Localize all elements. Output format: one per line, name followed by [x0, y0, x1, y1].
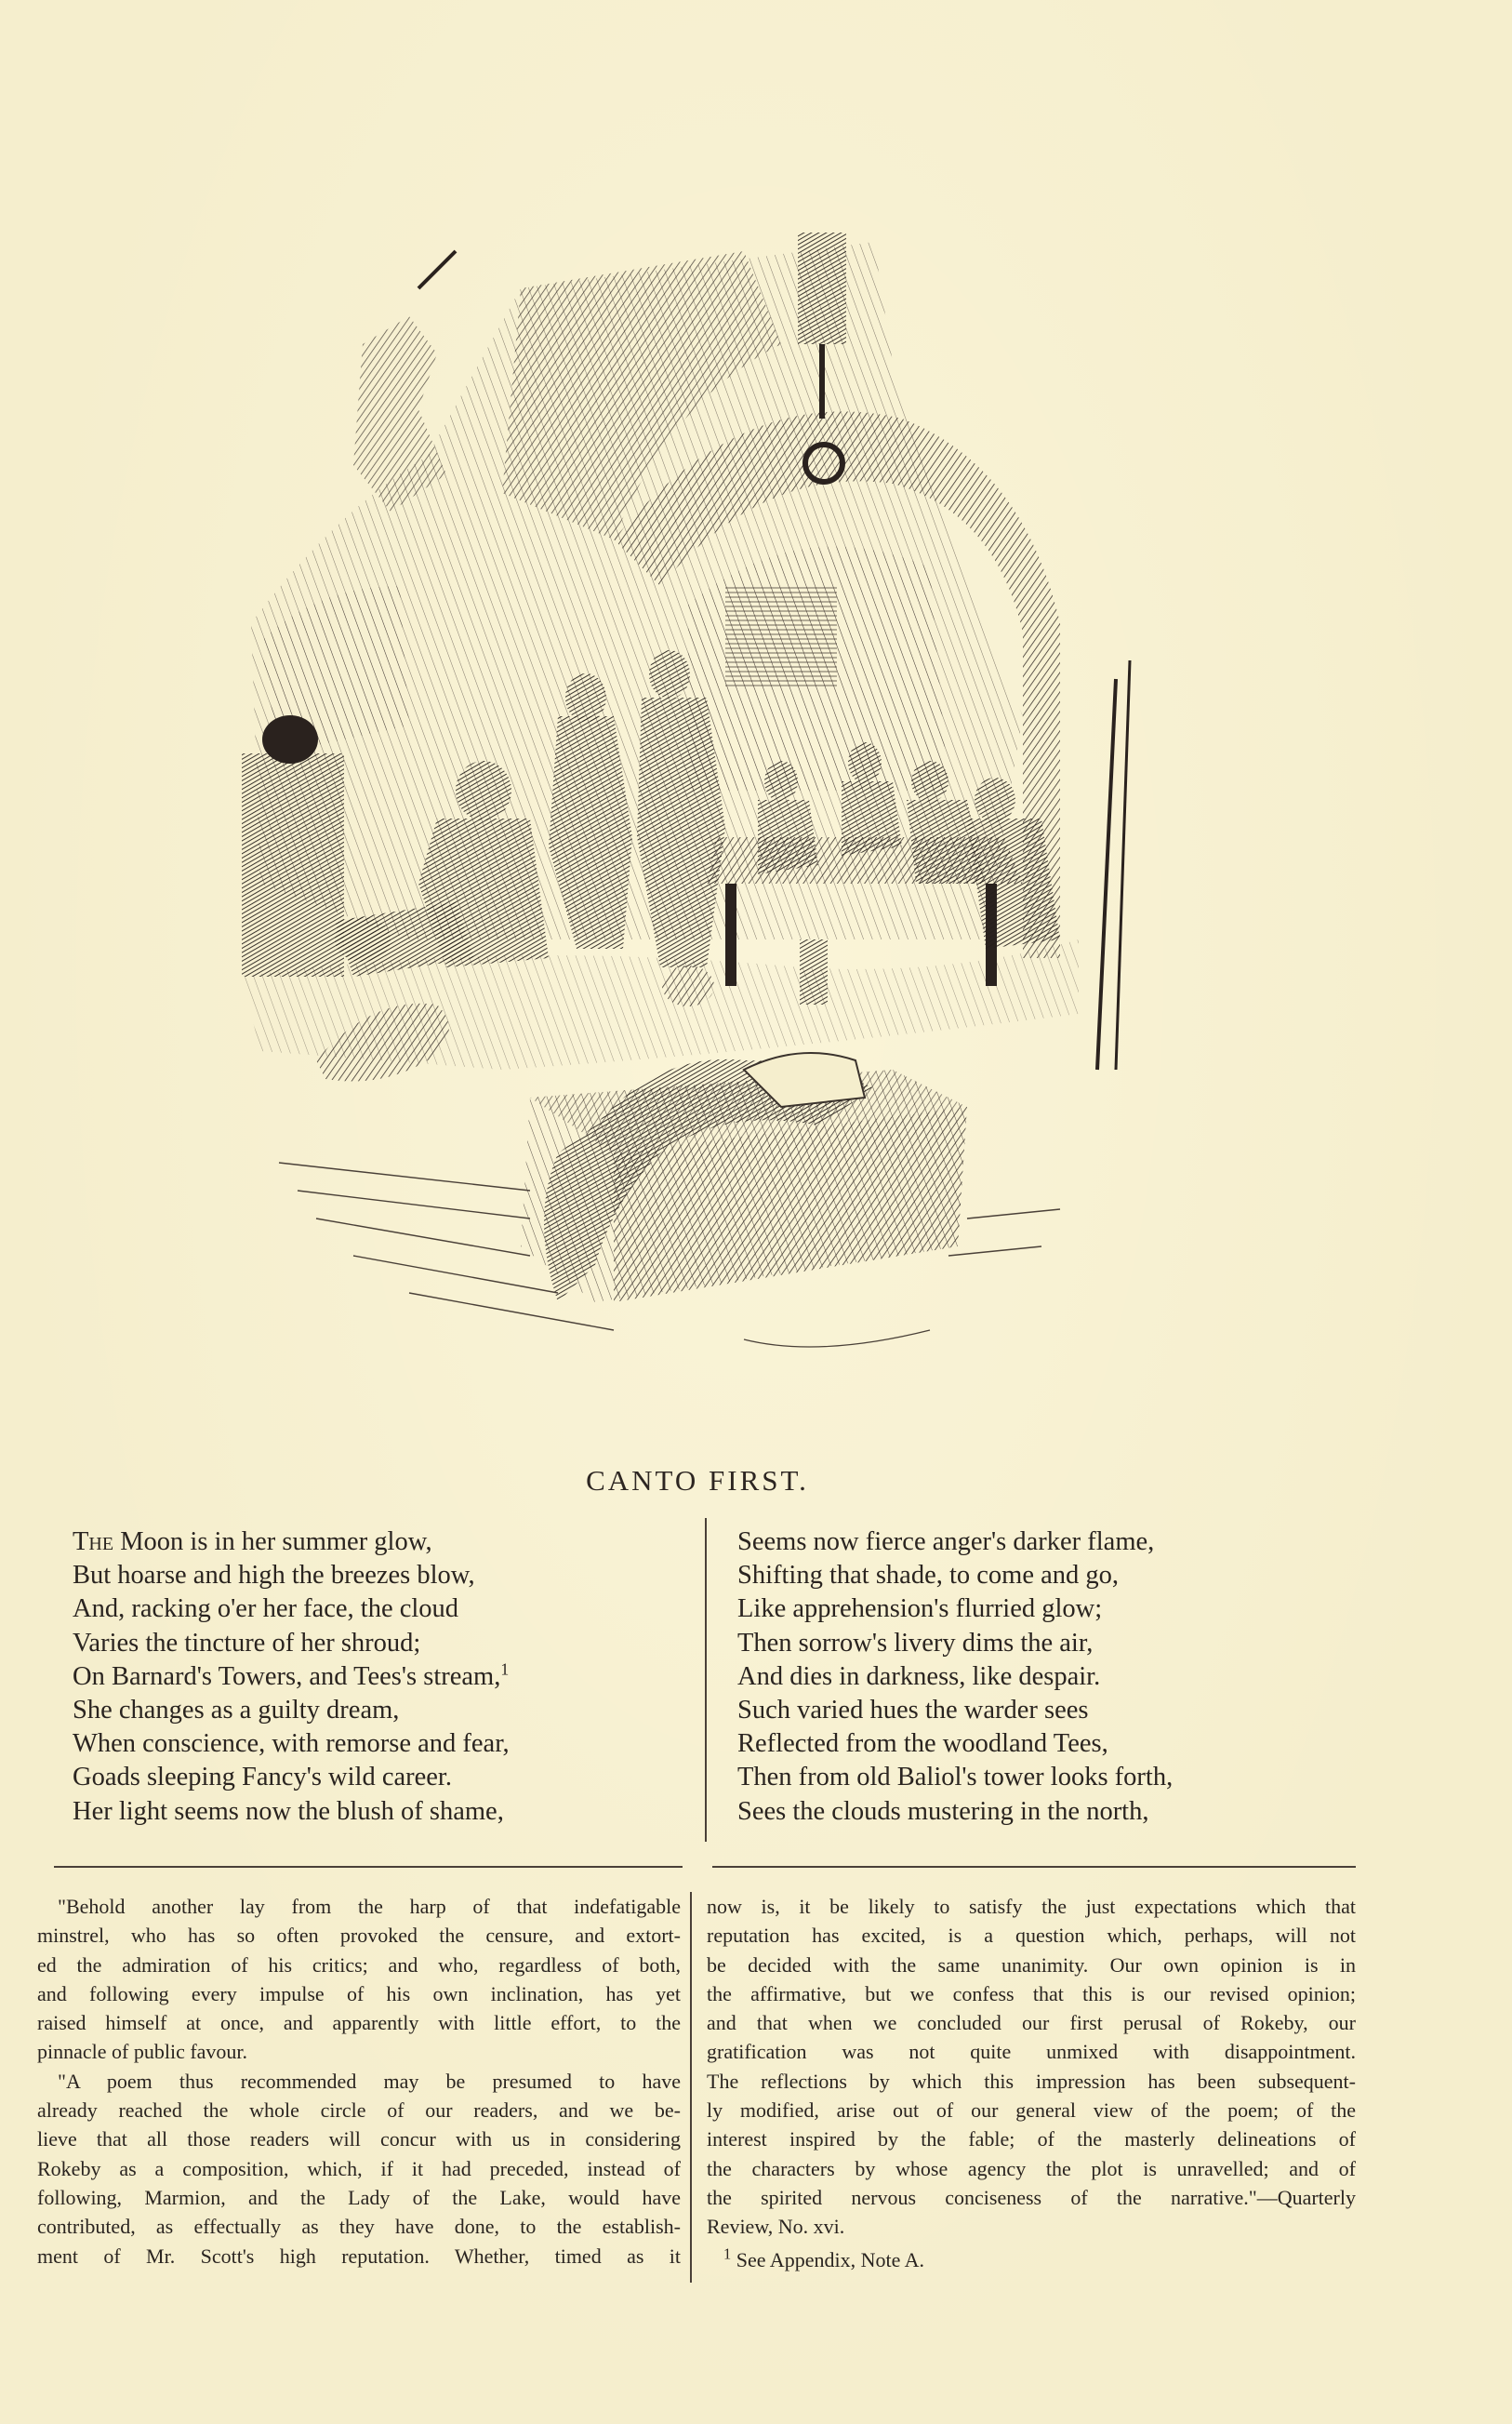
canto-title: CANTO FIRST. — [586, 1464, 809, 1497]
poem-line: Goads sleeping Fancy's wild career. — [73, 1763, 452, 1792]
note-line: now is, it be likely to satisfy the just expectations which that — [707, 1895, 1356, 1918]
note-line: contributed, as effectually as they have done, to the establish- — [37, 2215, 681, 2239]
note-line: Review, No. xvi. — [707, 2215, 845, 2239]
poem-line — [73, 1660, 668, 1694]
note-line: the spirited nervous conciseness of the narrative."—Quarterly — [707, 2185, 1356, 2209]
poem-line: Such varied hues the warder sees — [737, 1696, 1089, 1725]
note-line: the affirmative, but we confess that this is our revised opinion; — [707, 1981, 1356, 2005]
footnote — [707, 2245, 1356, 2274]
poem-line — [73, 1525, 668, 1559]
note-line: "Behold another lay from the harp of that indefatigable — [58, 1895, 681, 1918]
poem-line: Seems now fierce anger's darker flame, — [737, 1527, 1155, 1556]
poem-line: Sees the clouds mustering in the north, — [737, 1796, 1149, 1826]
note-line: "A poem thus recommended may be presumed to have — [58, 2069, 681, 2093]
drop-lead-word: The — [73, 1527, 114, 1556]
poem-line: But hoarse and high the breezes blow, — [73, 1561, 475, 1591]
note-line: be decided with the same unanimity. Our own opinion is in — [707, 1952, 1356, 1977]
column-divider — [690, 1892, 692, 2283]
note-line: minstrel, who has so often provoked the censure, and extort- — [37, 1924, 681, 1948]
footnote-marker: 1 — [723, 2244, 732, 2263]
note-line: Rokeby as a composition, which, if it had preceded, instead of — [37, 2156, 681, 2180]
note-line: following, Marmion, and the Lady of the Lake, would have — [37, 2185, 681, 2209]
poem-line: And dies in darkness, like despair. — [737, 1661, 1101, 1691]
footnote-marker: 1 — [500, 1659, 510, 1679]
poem-column-right — [737, 1525, 1388, 1829]
poem-line: Her light seems now the blush of shame, — [73, 1796, 504, 1826]
note-line: ment of Mr. Scott's high reputation. Whether, timed as it — [37, 2244, 681, 2268]
notes-column-right — [707, 1892, 1356, 2274]
note-line: lieve that all those readers will concur with us in considering — [37, 2127, 681, 2151]
note-line: the characters by whose agency the plot is unravelled; and of — [707, 2156, 1356, 2180]
note-line: already reached the whole circle of our readers, and we be- — [37, 2098, 681, 2123]
poem-line: Shifting that shade, to come and go, — [737, 1561, 1120, 1591]
poem-line: Reflected from the woodland Tees, — [737, 1729, 1108, 1759]
engraving-illustration — [223, 233, 1190, 1386]
note-line: gratification was not quite unmixed with disappointment. — [707, 2040, 1356, 2064]
note-line: raised himself at once, and apparently with little effort, to the — [37, 2011, 681, 2035]
poem-line: Varies the tincture of her shroud; — [73, 1628, 421, 1658]
section-rule-left — [54, 1866, 683, 1868]
note-line: interest inspired by the fable; of the masterly delineations of — [707, 2127, 1356, 2151]
column-divider — [705, 1518, 707, 1842]
note-line: ly modified, arise out of our general view of the poem; of the — [707, 2098, 1356, 2123]
note-line: reputation has excited, is a question which, perhaps, will not — [707, 1924, 1356, 1948]
poem-line-text: Moon is in her summer glow, — [113, 1527, 432, 1556]
note-line: ed the admiration of his critics; and who, regardless of both, — [37, 1952, 681, 1977]
footnote-text: See Appendix, Note A. — [736, 2247, 925, 2271]
poem-line-text: On Barnard's Towers, and Tees's stream, — [73, 1661, 501, 1691]
poem-line: Like apprehension's flurried glow; — [737, 1594, 1103, 1624]
poem-verse — [73, 1525, 1374, 1842]
notes-column-left — [37, 1892, 681, 2271]
poem-line: Then from old Baliol's tower looks forth, — [737, 1763, 1174, 1792]
poem-line: When conscience, with remorse and fear, — [73, 1729, 510, 1759]
notes-section — [37, 1892, 1367, 2329]
note-line: and following every impulse of his own inclination, has yet — [37, 1981, 681, 2005]
poem-column-left — [73, 1525, 668, 1829]
poem-line: Then sorrow's livery dims the air, — [737, 1628, 1094, 1658]
section-rule-right — [712, 1866, 1356, 1868]
poem-line: She changes as a guilty dream, — [73, 1696, 400, 1725]
note-line: pinnacle of public favour. — [37, 2040, 248, 2064]
note-line: The reflections by which this impression has been subsequent- — [707, 2069, 1356, 2093]
poem-line: And, racking o'er her face, the cloud — [73, 1594, 459, 1624]
note-line: and that when we concluded our first perusal of Rokeby, our — [707, 2011, 1356, 2035]
